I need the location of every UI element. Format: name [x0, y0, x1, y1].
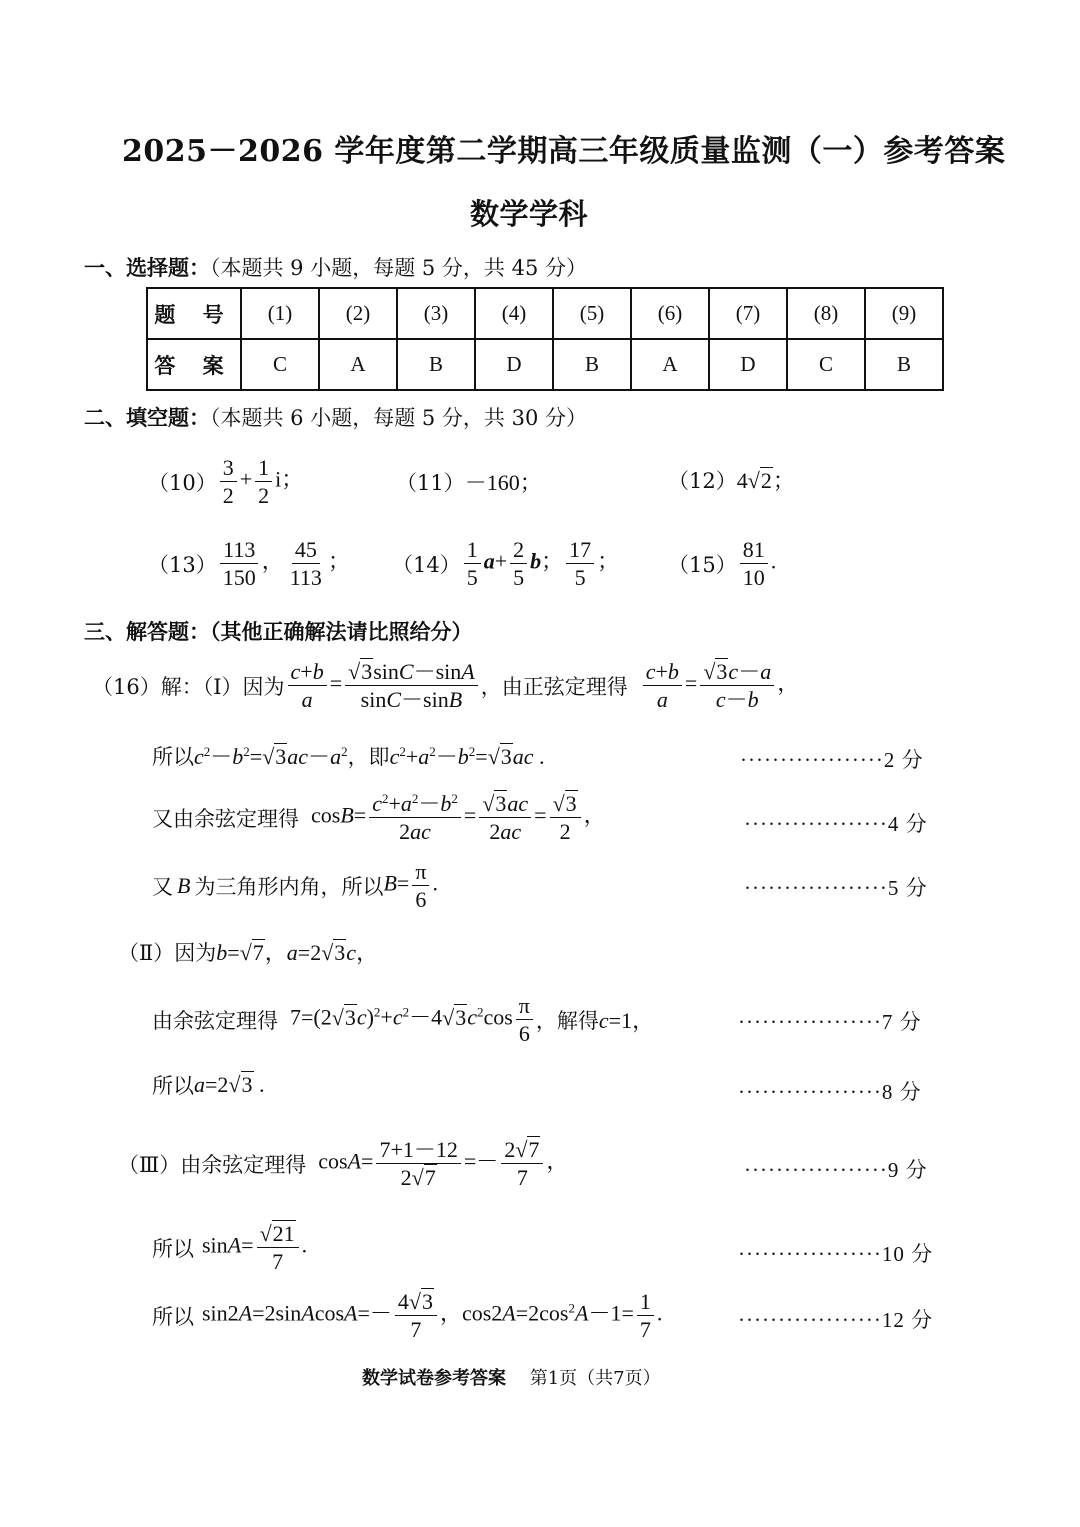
q10-label: （10）: [148, 470, 217, 495]
q16-c-value: c=1，: [598, 1008, 655, 1034]
section2-note: （本题共 6 小题，每题 5 分，共 30 分）: [210, 406, 587, 430]
answer-cell: B: [865, 339, 943, 390]
q16-text-angle2: 为三角形内角，所以: [194, 874, 384, 899]
q13-expression: $\frac{113}{150}$ ， $\frac{45}{113}$ ；: [217, 538, 350, 589]
row-label-answer: 答 案: [147, 339, 241, 390]
points-4: ··················4 分: [744, 812, 928, 836]
answer-cell: C: [241, 339, 319, 390]
section1-header: [84, 252, 587, 282]
section2-header: [84, 402, 587, 432]
footer-name: 数学试卷参考答案: [362, 1368, 506, 1389]
q16-text-so3: 所以: [152, 1236, 194, 1261]
q16-part1-line1: [92, 660, 799, 711]
answer-12: [668, 464, 795, 495]
answer-14: [392, 538, 619, 589]
q15-expression: $\frac{81}{10}$ .: [737, 538, 777, 589]
answer-cell: D: [475, 339, 553, 390]
q16-part2-label: （Ⅱ）因为: [118, 940, 217, 965]
row-label-number: 题 号: [147, 288, 241, 339]
q16-a-value: a=2√3 .: [194, 1072, 265, 1097]
q14-label: （14）: [392, 552, 461, 577]
points-5: ··················5 分: [744, 876, 928, 900]
q16-part1-line2: [152, 740, 545, 771]
q12-label: （12）: [668, 468, 737, 493]
answer-cell: D: [709, 339, 787, 390]
q10-expression: $\frac{3}{2}$ + $\frac{1}{2}$ i；: [217, 456, 304, 507]
question-number: (8): [787, 288, 865, 339]
section3-note: （其他正确解法请比照给分）: [210, 619, 473, 644]
question-number: (5): [553, 288, 631, 339]
points-7: ··················7 分: [738, 1010, 922, 1034]
page-title: 2025－2026 学年度第二学期高三年级质量监测（一）参考答案: [122, 134, 1006, 169]
q16-part1-line4: [152, 860, 438, 911]
q16-text-so4: 所以: [152, 1304, 194, 1329]
answer-10: [148, 456, 303, 507]
q11-value: －160；: [464, 470, 542, 495]
q16-cosA: cosA= $\frac{7+1-12}{2√7}$ =－ $\frac{2√7}{7}$ ，: [318, 1137, 569, 1191]
section1-note: （本题共 9 小题，每题 5 分，共 45 分）: [210, 256, 587, 280]
question-number: (1): [241, 288, 319, 339]
q16-sine-result: $\frac{c+b}{a}$ = $\frac{√3c-a}{c-b}$ ，: [640, 660, 799, 711]
answer-cell: A: [631, 339, 709, 390]
q16-part3-line3: [152, 1290, 662, 1341]
q16-part3-line1: [118, 1138, 568, 1189]
section3-header: [84, 616, 473, 646]
q16-text-so2: 所以: [152, 1074, 194, 1098]
q16-given-equation: $\frac{c+b}{a}$ = $\frac{√3\sin C-\sin A}{\sin C-\sin B}$: [285, 660, 481, 711]
answer-13: [148, 538, 350, 589]
q16-part2-line1: [118, 936, 378, 967]
points-12: ··················12 分: [738, 1308, 934, 1332]
points-8: ··················8 分: [738, 1080, 922, 1104]
answer-15: [668, 538, 776, 589]
q16-B-value: B= $\frac{\pi}{6}$ .: [383, 859, 438, 913]
answer-cell: B: [397, 339, 475, 390]
subject-title: 数学学科: [470, 197, 589, 231]
question-number: (6): [631, 288, 709, 339]
q16-eq-a: $c^2-b^2=√3ac-a^2$: [194, 744, 348, 769]
q16-text-solve: ，解得: [535, 1008, 599, 1033]
question-number: (2): [319, 288, 397, 339]
q16-text-so: 所以: [152, 744, 194, 769]
q16-part3-label: （Ⅲ）由余弦定理得: [118, 1152, 307, 1177]
section3-heading: 三、解答题：: [84, 619, 210, 644]
q14-expression: $\frac{1}{5}$ a+ $\frac{2}{5}$ b； $\frac{17}{5}$ ；: [461, 538, 619, 589]
q16-part2-equation: $7=(2√3c)^2+c^2-4√3c^2\cos$ $\frac{\pi}{6}$: [290, 994, 536, 1045]
q16-part3-line2: [152, 1222, 307, 1273]
answer-11: [396, 466, 542, 497]
q16-text-sine-rule: ，由正弦定理得: [480, 674, 628, 699]
question-number: (7): [709, 288, 787, 339]
section2-heading: 二、填空题：: [84, 405, 210, 430]
q16-part2-given: b=√7，a=2√3c，: [216, 940, 379, 965]
points-2: ··················2 分: [740, 748, 924, 772]
q16-cosB: cosB= $\frac{c^2+a^2-b^2}{2ac}$ = $\frac{√3ac}{2ac}$ = $\frac{√3}{2}$ ，: [311, 791, 606, 845]
q16-part1-line3: [152, 792, 606, 843]
table-row-numbers: [147, 288, 943, 339]
points-10: ··················10 分: [738, 1242, 934, 1266]
q15-label: （15）: [668, 552, 737, 577]
table-row-answers: [147, 339, 943, 390]
answer-cell: C: [787, 339, 865, 390]
q16-label: （16）解：（Ⅰ）因为: [92, 674, 285, 699]
q16-double-angle: sin2A=2sinAcosA=－ $\frac{4√3}{7}$ ，$\cos 2A=2\cos^2A-1=$ $\frac{1}{7}$ .: [202, 1289, 663, 1343]
answer-cell: A: [319, 339, 397, 390]
q16-eq-b: $c^2+a^2-b^2=√3ac$ .: [389, 744, 545, 769]
q11-label: （11）: [396, 470, 465, 495]
q16-part2-line3: [152, 1070, 265, 1100]
q12-expression: 4√2；: [736, 468, 795, 493]
q16-text-ji: ，即: [347, 744, 390, 769]
points-9: ··················9 分: [744, 1158, 928, 1182]
q16-text-cos-rule2: 由余弦定理得: [152, 1008, 278, 1033]
q16-text-cos-rule: 又由余弦定理得: [152, 806, 299, 831]
question-number: (3): [397, 288, 475, 339]
section1-heading: 一、选择题：: [84, 255, 210, 280]
question-number: (4): [475, 288, 553, 339]
q16-var-B: B: [177, 872, 191, 898]
page-footer: [362, 1364, 661, 1390]
answer-table: [146, 287, 944, 391]
q13-label: （13）: [148, 552, 217, 577]
q16-part2-line2: [152, 994, 654, 1045]
q16-text-angle: 又: [152, 874, 173, 899]
question-number: (9): [865, 288, 943, 339]
footer-page: 第1页（共7页）: [529, 1368, 661, 1389]
answer-cell: B: [553, 339, 631, 390]
q16-sinA: sinA= $\frac{√21}{7}$ .: [202, 1221, 308, 1275]
